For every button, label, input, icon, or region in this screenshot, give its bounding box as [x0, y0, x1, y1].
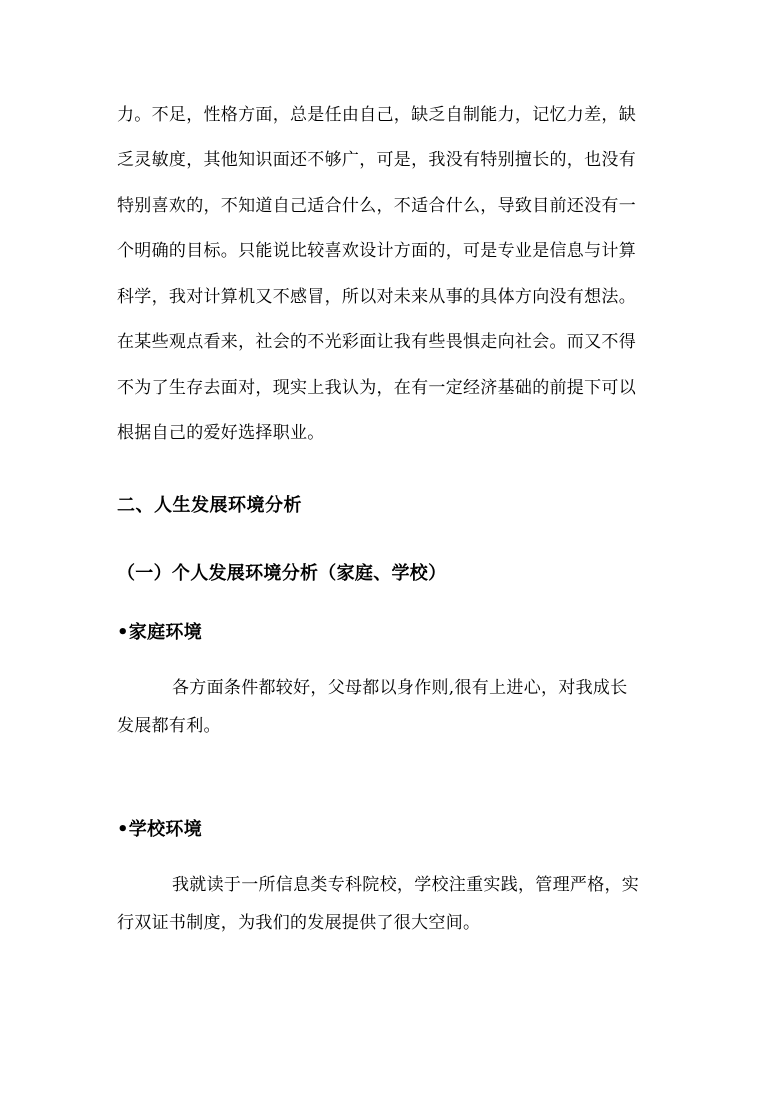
school-line-1: 我就读于一所信息类专科院校，学校注重实践，管理严格，实 [172, 875, 640, 895]
family-line-1: 各方面条件都较好，父母都以身作则,很有上进心，对我成长 [172, 678, 628, 698]
intro-line-4: 个明确的目标。只能说比较喜欢设计方面的，可是专业是信息与计算 [117, 241, 636, 261]
intro-line-7: 不为了生存去面对，现实上我认为，在有一定经济基础的前提下可以 [117, 378, 636, 398]
school-environment-heading: •学校环境 [117, 819, 203, 840]
family-environment-heading: •家庭环境 [117, 622, 203, 643]
section-heading: 二、人生发展环境分析 [117, 495, 302, 516]
subsection-heading: （一）个人发展环境分析（家庭、学校） [117, 563, 447, 584]
intro-line-2: 乏灵敏度，其他知识面还不够广，可是，我没有特别擅长的，也没有 [117, 150, 636, 170]
family-line-2: 发展都有利。 [117, 716, 221, 736]
school-line-2: 行双证书制度，为我们的发展提供了很大空间。 [117, 913, 481, 933]
intro-line-8: 根据自己的爱好选择职业。 [117, 423, 325, 443]
intro-line-1: 力。不足，性格方面，总是任由自己，缺乏自制能力，记忆力差，缺 [117, 105, 636, 125]
intro-line-5: 科学，我对计算机又不感冒，所以对未来从事的具体方向没有想法。 [117, 287, 636, 307]
intro-line-3: 特别喜欢的，不知道自己适合什么，不适合什么，导致目前还没有一 [117, 196, 636, 216]
intro-line-6: 在某些观点看来，社会的不光彩面让我有些畏惧走向社会。而又不得 [117, 332, 636, 352]
